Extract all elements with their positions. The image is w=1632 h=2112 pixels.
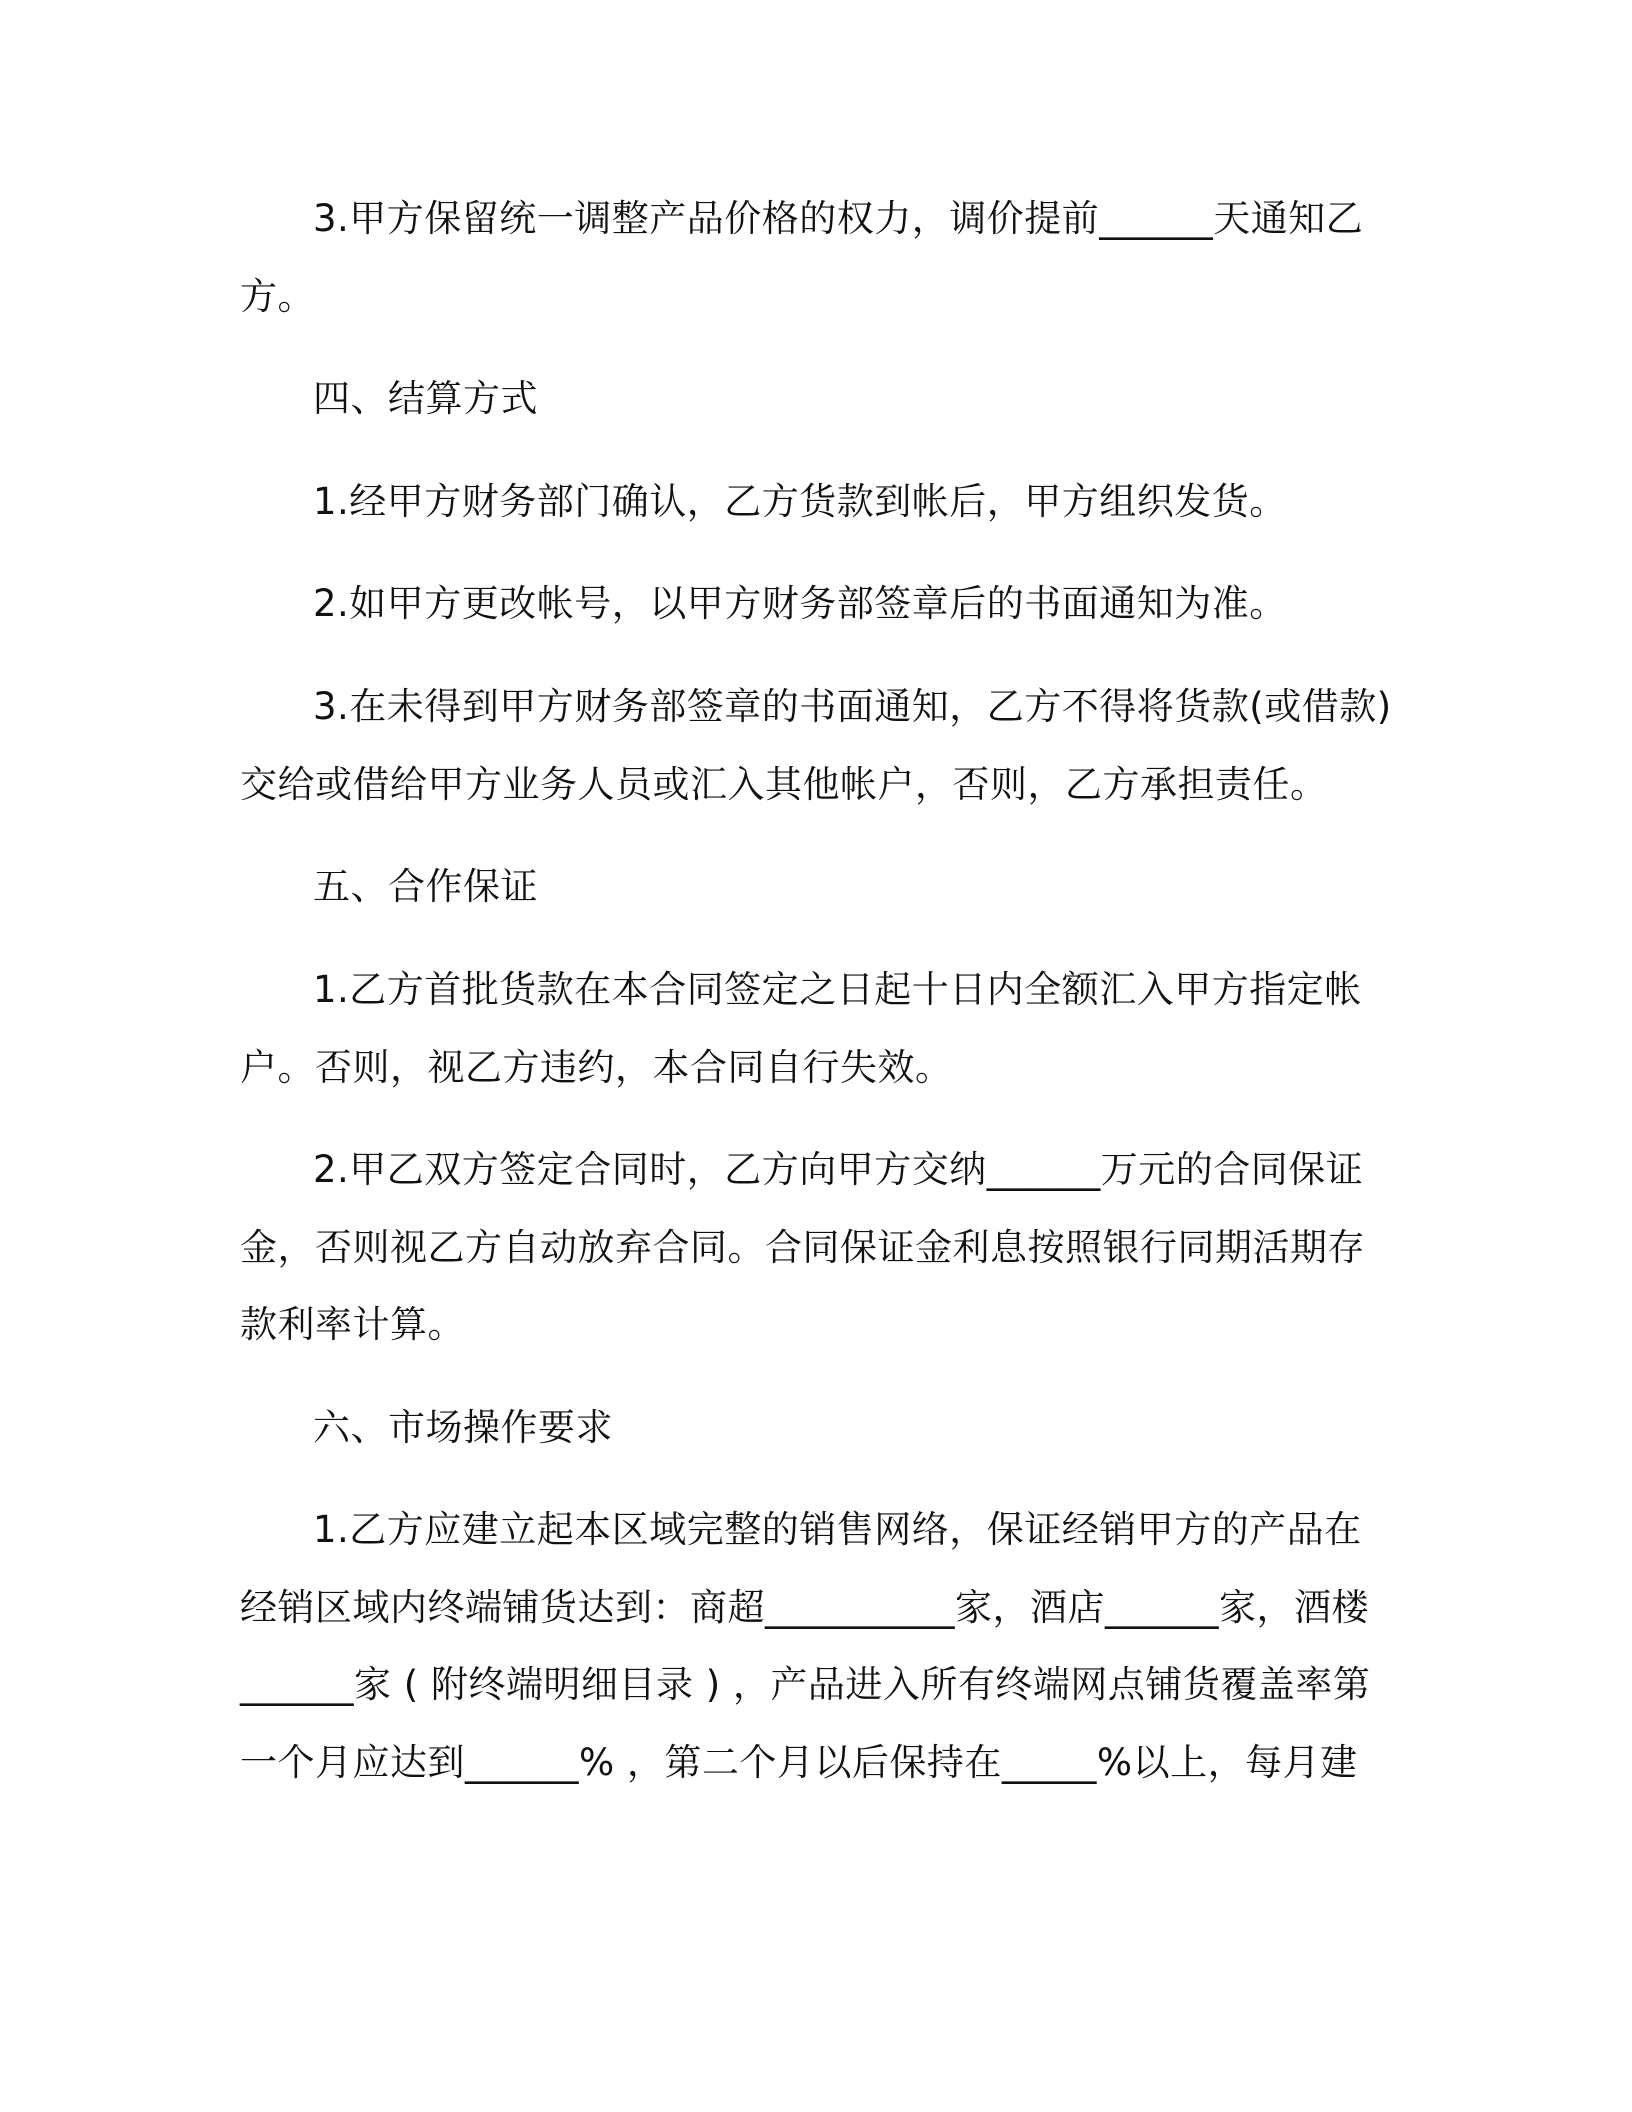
section-heading-guarantee: 五、合作保证 <box>313 865 538 908</box>
guarantee-clause-2: 2.甲乙双方签定合同时，乙方向甲方交纳______万元的合同保证 <box>313 1148 1364 1191</box>
guarantee-clause-2-cont-1: 金，否则视乙方自动放弃合同。合同保证金利息按照银行同期活期存 <box>240 1226 1365 1269</box>
section-heading-settlement: 四、结算方式 <box>313 377 538 420</box>
section-heading-market-operation: 六、市场操作要求 <box>313 1406 613 1449</box>
clause-3-price-adjustment: 3.甲方保留统一调整产品价格的权力，调价提前______天通知乙 <box>313 197 1364 240</box>
market-clause-1-cont-2: ______家 ( 附终端明细目录 ) ，产品进入所有终端网点铺货覆盖率第 <box>240 1663 1371 1706</box>
guarantee-clause-2-cont-2: 款利率计算。 <box>240 1303 465 1346</box>
market-clause-1: 1.乙方应建立起本区域完整的销售网络，保证经销甲方的产品在 <box>313 1508 1362 1551</box>
clause-3-price-adjustment-cont: 方。 <box>240 275 315 318</box>
market-clause-1-cont-3: 一个月应达到______% ，第二个月以后保持在_____%以上，每月建 <box>240 1741 1358 1784</box>
settlement-clause-2: 2.如甲方更改帐号，以甲方财务部签章后的书面通知为准。 <box>313 582 1287 625</box>
guarantee-clause-1-cont: 户。否则，视乙方违约，本合同自行失效。 <box>240 1046 953 1089</box>
settlement-clause-3: 3.在未得到甲方财务部签章的书面通知，乙方不得将货款(或借款) <box>313 685 1392 728</box>
market-clause-1-cont-1: 经销区域内终端铺货达到：商超__________家，酒店______家，酒楼 <box>240 1586 1369 1629</box>
settlement-clause-3-cont: 交给或借给甲方业务人员或汇入其他帐户，否则，乙方承担责任。 <box>240 763 1328 806</box>
settlement-clause-1: 1.经甲方财务部门确认，乙方货款到帐后，甲方组织发货。 <box>313 480 1287 523</box>
guarantee-clause-1: 1.乙方首批货款在本合同签定之日起十日内全额汇入甲方指定帐 <box>313 968 1362 1011</box>
